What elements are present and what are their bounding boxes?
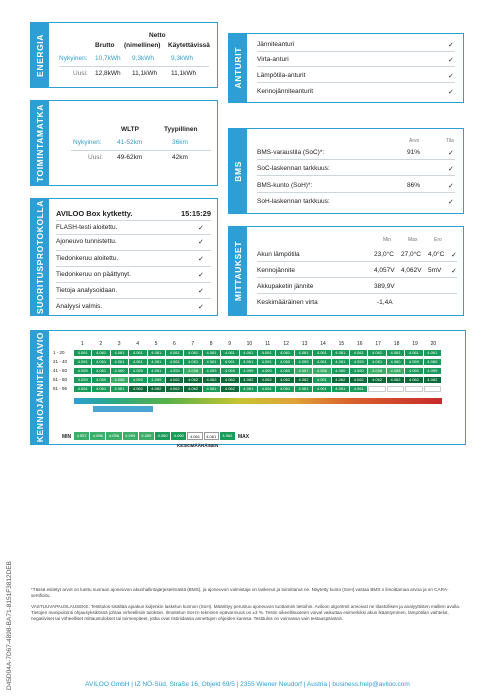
check-icon: ✓ [448, 150, 454, 157]
voltage-cell: 4.058 [184, 368, 201, 374]
mitt-row1-label: Kennojännite [257, 267, 295, 274]
voltage-cell: 4.061 [92, 350, 109, 356]
bms-row0-label: BMS-varaustila (SoC)*: [257, 149, 325, 156]
energia-row0-label: Nykyinen: [59, 55, 88, 62]
mitt-row1-ero: 5mV [428, 267, 442, 274]
voltage-cell: 4.061 [166, 350, 183, 356]
check-icon: ✓ [451, 268, 457, 275]
col-netto-line1: Netto [149, 32, 166, 39]
voltage-cell: 4.061 [387, 350, 404, 356]
toimintamatka-panel [30, 100, 218, 186]
legend-cell: 4.058 [90, 432, 105, 440]
legend-cell: 4.057 [74, 432, 89, 440]
voltage-cell: 4.061 [332, 350, 349, 356]
voltage-cell: 4.062 [295, 377, 312, 383]
grid-col-header: 5 [154, 341, 158, 347]
voltage-cell: 4.061 [405, 350, 422, 356]
grid-row-label: 61 - 80 [53, 377, 68, 382]
grid-col-header: 12 [283, 341, 289, 347]
mitt-col-max: Max [408, 237, 418, 243]
voltage-cell: 4.061 [148, 368, 165, 374]
voltage-cell: 4.062 [129, 386, 146, 392]
check-icon: ✓ [198, 272, 204, 279]
grid-col-header: 15 [338, 341, 345, 347]
voltage-cell: 4.057 [295, 368, 312, 374]
voltage-cell: 4.061 [240, 350, 257, 356]
voltage-cell: 4.059 [74, 368, 91, 374]
col-kaytettavissa: Käytettävissä [168, 42, 210, 49]
grid-col-header: 6 [173, 341, 176, 347]
voltage-cell: 4.062 [221, 386, 238, 392]
voltage-cell: 4.062 [258, 377, 275, 383]
anturi-2: Lämpötila-anturit [257, 72, 306, 79]
mitt-row1-max: 4,062V [401, 267, 422, 274]
voltage-cell: 4.061 [368, 359, 385, 365]
voltage-cell: 4.061 [148, 359, 165, 365]
voltage-cell: 4.061 [129, 359, 146, 365]
bms-row3-label: SoH-laskennan tarkkuus: [257, 198, 330, 205]
protokolla-step-2: Tiedonkeruu aloitettu. [56, 255, 119, 262]
protokolla-step-0: FLASH-testi aloitettu. [56, 224, 118, 231]
check-icon: ✓ [448, 73, 454, 80]
anturi-1: Virta-anturi [257, 56, 289, 63]
grid-col-header: 14 [320, 341, 326, 347]
document-id: D45D04A-7D67-4898-BA71-8151F3812DEB [6, 561, 13, 690]
energia-row1-netto: 11,1kWh [132, 70, 158, 77]
tm-row0-wltp: 41-52km [117, 139, 143, 146]
voltage-cell: 4.061 [166, 359, 183, 365]
grid-col-header: 20 [430, 341, 437, 347]
voltage-cell: 4.061 [184, 359, 201, 365]
energia-panel [30, 22, 218, 88]
voltage-cell: 4.061 [74, 350, 91, 356]
check-icon: ✓ [448, 166, 454, 173]
voltage-cell: 4.058 [387, 368, 404, 374]
grid-col-header: 13 [301, 341, 308, 347]
voltage-cell: 4.061 [276, 386, 293, 392]
voltage-cell [368, 386, 385, 392]
grid-row-label: 41 - 60 [53, 368, 68, 373]
voltage-cell: 4.060 [276, 368, 293, 374]
voltage-cell: 4.061 [92, 368, 109, 374]
voltage-cell: 4.061 [148, 350, 165, 356]
grid-col-header: 1 [81, 341, 84, 347]
voltage-cell: 4.062 [221, 377, 238, 383]
voltage-cell: 4.059 [129, 368, 146, 374]
check-icon: ✓ [448, 199, 454, 206]
voltage-cell: 4.062 [424, 377, 441, 383]
check-icon: ✓ [448, 183, 454, 190]
voltage-cell: 4.061 [276, 350, 293, 356]
tm-row1-wltp: 49-62km [117, 154, 143, 161]
bms-row2-value: 86% [407, 182, 421, 189]
bms-col-tila: Tila [446, 138, 454, 144]
protokolla-header: AVILOO Box kytketty. [56, 209, 133, 218]
protokolla-step-4: Tietoja analysoidaan. [56, 287, 118, 294]
mitt-col-min: Min [383, 237, 392, 243]
voltage-cell: 4.061 [221, 359, 238, 365]
tm-row1-label: Uusi: [88, 154, 103, 161]
grid-col-header: 11 [265, 341, 271, 347]
legend-cell: 4.060 [171, 432, 186, 440]
check-icon: ✓ [451, 252, 457, 259]
suoritusprotokolla-panel [30, 198, 218, 316]
mittaukset-panel [228, 226, 464, 316]
voltage-cell: 4.059 [92, 377, 109, 383]
protokolla-step-5: Analyysi valmis. [56, 303, 103, 310]
anturit-tab: ANTURIT [229, 34, 247, 102]
energia-row1-label: Uusi: [73, 70, 88, 77]
voltage-cell: 4.061 [74, 359, 91, 365]
anturi-3: Kennojänniteanturit [257, 88, 314, 95]
voltage-cell: 4.061 [368, 350, 385, 356]
legend-cell: 4.060 [155, 432, 170, 440]
voltage-cell: 4.062 [240, 377, 257, 383]
mitt-row0-label: Akun lämpötila [257, 251, 300, 258]
average-marker [93, 406, 153, 412]
grid-col-header: 19 [412, 341, 418, 347]
voltage-cell: 4.061 [111, 359, 128, 365]
energia-tab: ENERGIA [31, 23, 49, 87]
voltage-cell: 4.061 [313, 386, 330, 392]
voltage-cell: 4.062 [203, 377, 220, 383]
voltage-cell: 4.058 [368, 368, 385, 374]
mitt-row1-min: 4,057V [374, 267, 395, 274]
energia-row1-brutto: 12,8kWh [95, 70, 121, 77]
voltage-cell: 4.059 [129, 377, 146, 383]
energia-row0-brutto: 10,7kWh [95, 55, 121, 62]
voltage-cell: 4.060 [111, 368, 128, 374]
voltage-cell: 4.062 [387, 377, 404, 383]
tm-row0-label: Nykyinen: [73, 139, 102, 146]
voltage-cell: 4.059 [424, 368, 441, 374]
voltage-cell: 4.061 [111, 386, 128, 392]
check-icon: ✓ [198, 225, 204, 232]
voltage-cell: 4.062 [184, 377, 201, 383]
col-brutto: Brutto [95, 42, 115, 49]
legend-cell: 4.061 [204, 432, 219, 440]
voltage-cell: 4.059 [240, 368, 257, 374]
anturi-0: Jänniteanturi [257, 41, 295, 48]
voltage-cell [424, 386, 441, 392]
footnote-disclaimer: VASTUUVAPAUSLAUSEKE: Testitulos sisältää ajoakun kuljenkin laskelun kunnon (SoH). Määrittyy perustuu ajoneuvon tuottamiin tietoihin. Aviloon algoritmit arvioivat ne tilastollisen ja analyyttisten mallien avulla. Tietojen manipulointi ohjausyksikössä johtaa virheellisiin tuloksiin. Ilmoitetun SoH:n tekninen epävarmuus on ±3 %. Testin oikeellisuuteen voivat vaikuttaa esimerkiksi akun ikääntyminen, lämpötilan vaihtelut, negatiiviset tai virheelliset mittaustulokset tai toimenpiteet, jotka ovat ristiriidassa annettujen ohjeiden kanssa. Testitulos on voimassa vain testauspäivänä. [31, 604, 461, 622]
voltage-cell [405, 386, 422, 392]
grid-col-header: 17 [375, 341, 381, 347]
legend-cell: 4.059 [123, 432, 138, 440]
voltage-cell: 4.061 [313, 377, 330, 383]
voltage-cell: 4.061 [295, 386, 312, 392]
voltage-cell: 4.061 [258, 386, 275, 392]
mitt-col-ero: Ero [434, 237, 442, 243]
protokolla-step-1: Ajoneuvo tunnistettu. [56, 238, 117, 245]
voltage-cell: 4.061 [203, 359, 220, 365]
voltage-cell: 4.060 [276, 359, 293, 365]
mitt-row0-min: 23,0°C [374, 251, 394, 258]
voltage-cell: 4.058 [111, 377, 128, 383]
legend-average-label: KESKIMÄÄRÄINEN [177, 443, 219, 448]
anturit-panel [228, 33, 464, 103]
legend-min-label: MIN [62, 434, 72, 440]
grid-col-header: 8 [209, 341, 213, 347]
kenno-tab: KENNOJÄNNITEKAAVIO [31, 331, 49, 444]
voltage-cell: 4.061 [74, 386, 91, 392]
mitt-row2-value: 389,9V [374, 283, 395, 290]
tm-row0-typ: 36km [172, 139, 188, 146]
grid-col-header: 4 [136, 341, 139, 347]
voltage-cell: 4.059 [295, 359, 312, 365]
mitt-row2-label: Akkupaketin jännite [257, 283, 314, 290]
voltage-cell [387, 386, 404, 392]
footer-address: AVILOO GmbH | IZ NÖ-Süd, Straße 16, Objekt 69/5 | 2355 Wiener Neudorf | Austria | business.help@aviloo.com [85, 681, 410, 688]
bms-panel [228, 128, 464, 214]
voltage-cell: 4.060 [405, 368, 422, 374]
voltage-cell: 4.059 [74, 377, 91, 383]
voltage-cell: 4.061 [295, 350, 312, 356]
check-icon: ✓ [448, 89, 454, 96]
voltage-cell: 4.062 [368, 377, 385, 383]
voltage-cell: 4.061 [129, 350, 146, 356]
check-icon: ✓ [198, 239, 204, 246]
voltage-cell: 4.059 [148, 377, 165, 383]
voltage-cell: 4.061 [221, 350, 238, 356]
bms-row0-value: 91% [407, 149, 421, 156]
voltage-cell: 4.062 [405, 377, 422, 383]
voltage-cell: 4.061 [258, 359, 275, 365]
mitt-row0-max: 27,0°C [401, 251, 421, 258]
voltage-cell: 4.061 [240, 386, 257, 392]
protokolla-time: 15:15:29 [181, 209, 212, 218]
mittaukset-tab: MITTAUKSET [229, 227, 247, 315]
grid-col-header: 9 [228, 341, 231, 347]
check-icon: ✓ [448, 42, 454, 49]
check-icon: ✓ [448, 57, 454, 64]
col-tyypillinen: Tyypillinen [164, 126, 198, 133]
legend-cell: 4.059 [139, 432, 154, 440]
voltage-cell: 4.060 [424, 359, 441, 365]
voltage-cell: 4.061 [111, 350, 128, 356]
grid-row-label: 81 - 96 [53, 386, 68, 391]
col-netto-line2: (nimellinen) [124, 42, 161, 49]
voltage-cell: 4.060 [258, 368, 275, 374]
voltage-cell: 4.060 [387, 359, 404, 365]
voltage-cell: 4.061 [350, 386, 367, 392]
grid-col-header: 10 [246, 341, 253, 347]
voltage-cell: 4.062 [184, 386, 201, 392]
energia-row0-netto: 9,3kWh [132, 55, 155, 62]
mitt-row3-value: -1,4A [377, 299, 393, 306]
voltage-cell: 4.061 [258, 350, 275, 356]
check-icon: ✓ [198, 288, 204, 295]
voltage-cell: 4.061 [332, 359, 349, 365]
legend-cell: 4.062 [220, 432, 235, 440]
grid-row-label: 1 - 20 [53, 350, 65, 355]
suoritusprotokolla-tab: SUORITUSPROTOKOLLA [31, 199, 49, 315]
voltage-cell: 4.061 [350, 350, 367, 356]
voltage-cell: 4.061 [424, 350, 441, 356]
grid-col-header: 16 [357, 341, 363, 347]
voltage-cell: 4.058 [313, 368, 330, 374]
footnote-soh: *Tässä esitetyt arvot on luettu suoraan ajoneuvon akunhallintajärjestelmästä (BMS), ja ajoneuvon valmistaja on laskenut ja toimittanut ne. Näytetty kunto (SoH) vastaa BMS:n ilmoittamaa arvoa ja on CARA-sertifioitu. [31, 587, 449, 599]
legend-cell: 4.058 [106, 432, 121, 440]
bms-col-arvo: Arvo [409, 138, 420, 144]
voltage-cell: 4.061 [332, 386, 349, 392]
voltage-cell: 4.061 [240, 359, 257, 365]
voltage-cell: 4.061 [313, 359, 330, 365]
check-icon: ✓ [198, 256, 204, 263]
grid-row-label: 21 - 40 [53, 359, 68, 364]
bms-row2-label: BMS-kunto (SoH)*: [257, 182, 313, 189]
voltage-cell: 4.061 [313, 350, 330, 356]
voltage-cell: 4.059 [166, 368, 183, 374]
voltage-cell: 4.060 [350, 368, 367, 374]
voltage-cell: 4.060 [332, 368, 349, 374]
voltage-cell: 4.061 [203, 386, 220, 392]
grid-col-header: 7 [191, 341, 195, 347]
col-wltp: WLTP [121, 126, 139, 133]
voltage-cell: 4.059 [405, 359, 422, 365]
voltage-cell: 4.062 [332, 377, 349, 383]
check-icon: ✓ [198, 304, 204, 311]
energia-row0-kayt: 9,3kWh [171, 55, 194, 62]
voltage-cell: 4.062 [166, 386, 183, 392]
bms-tab: BMS [229, 129, 247, 213]
toimintamatka-tab: TOIMINTAMATKA [31, 101, 49, 185]
tm-row1-typ: 42km [172, 154, 188, 161]
voltage-cell: 4.062 [350, 377, 367, 383]
voltage-cell: 4.061 [203, 350, 220, 356]
voltage-cell: 4.059 [350, 359, 367, 365]
kenno-panel [30, 330, 466, 448]
voltage-cell: 4.061 [92, 359, 109, 365]
voltage-cell: 4.059 [221, 368, 238, 374]
voltage-cell: 4.062 [148, 386, 165, 392]
bms-row1-label: SoC-laskennan tarkkuus: [257, 165, 330, 172]
mitt-row3-label: Keskimääräinen virta [257, 299, 318, 306]
voltage-gradient-bar [74, 398, 442, 404]
grid-col-header: 3 [117, 341, 121, 347]
energia-row1-kayt: 11,1kWh [171, 70, 197, 77]
voltage-cell: 4.061 [92, 386, 109, 392]
grid-col-header: 18 [393, 341, 400, 347]
voltage-cell: 4.061 [184, 350, 201, 356]
mitt-row0-ero: 4,0°C [428, 251, 445, 258]
voltage-cell: 4.062 [166, 377, 183, 383]
protokolla-step-3: Tiedonkeruu on päättynyt. [56, 271, 131, 278]
voltage-cell: 4.062 [276, 377, 293, 383]
legend-max-label: MAX [238, 434, 250, 440]
legend-cell: 4.061 [187, 432, 202, 440]
grid-col-header: 2 [99, 341, 103, 347]
voltage-cell: 4.059 [203, 368, 220, 374]
